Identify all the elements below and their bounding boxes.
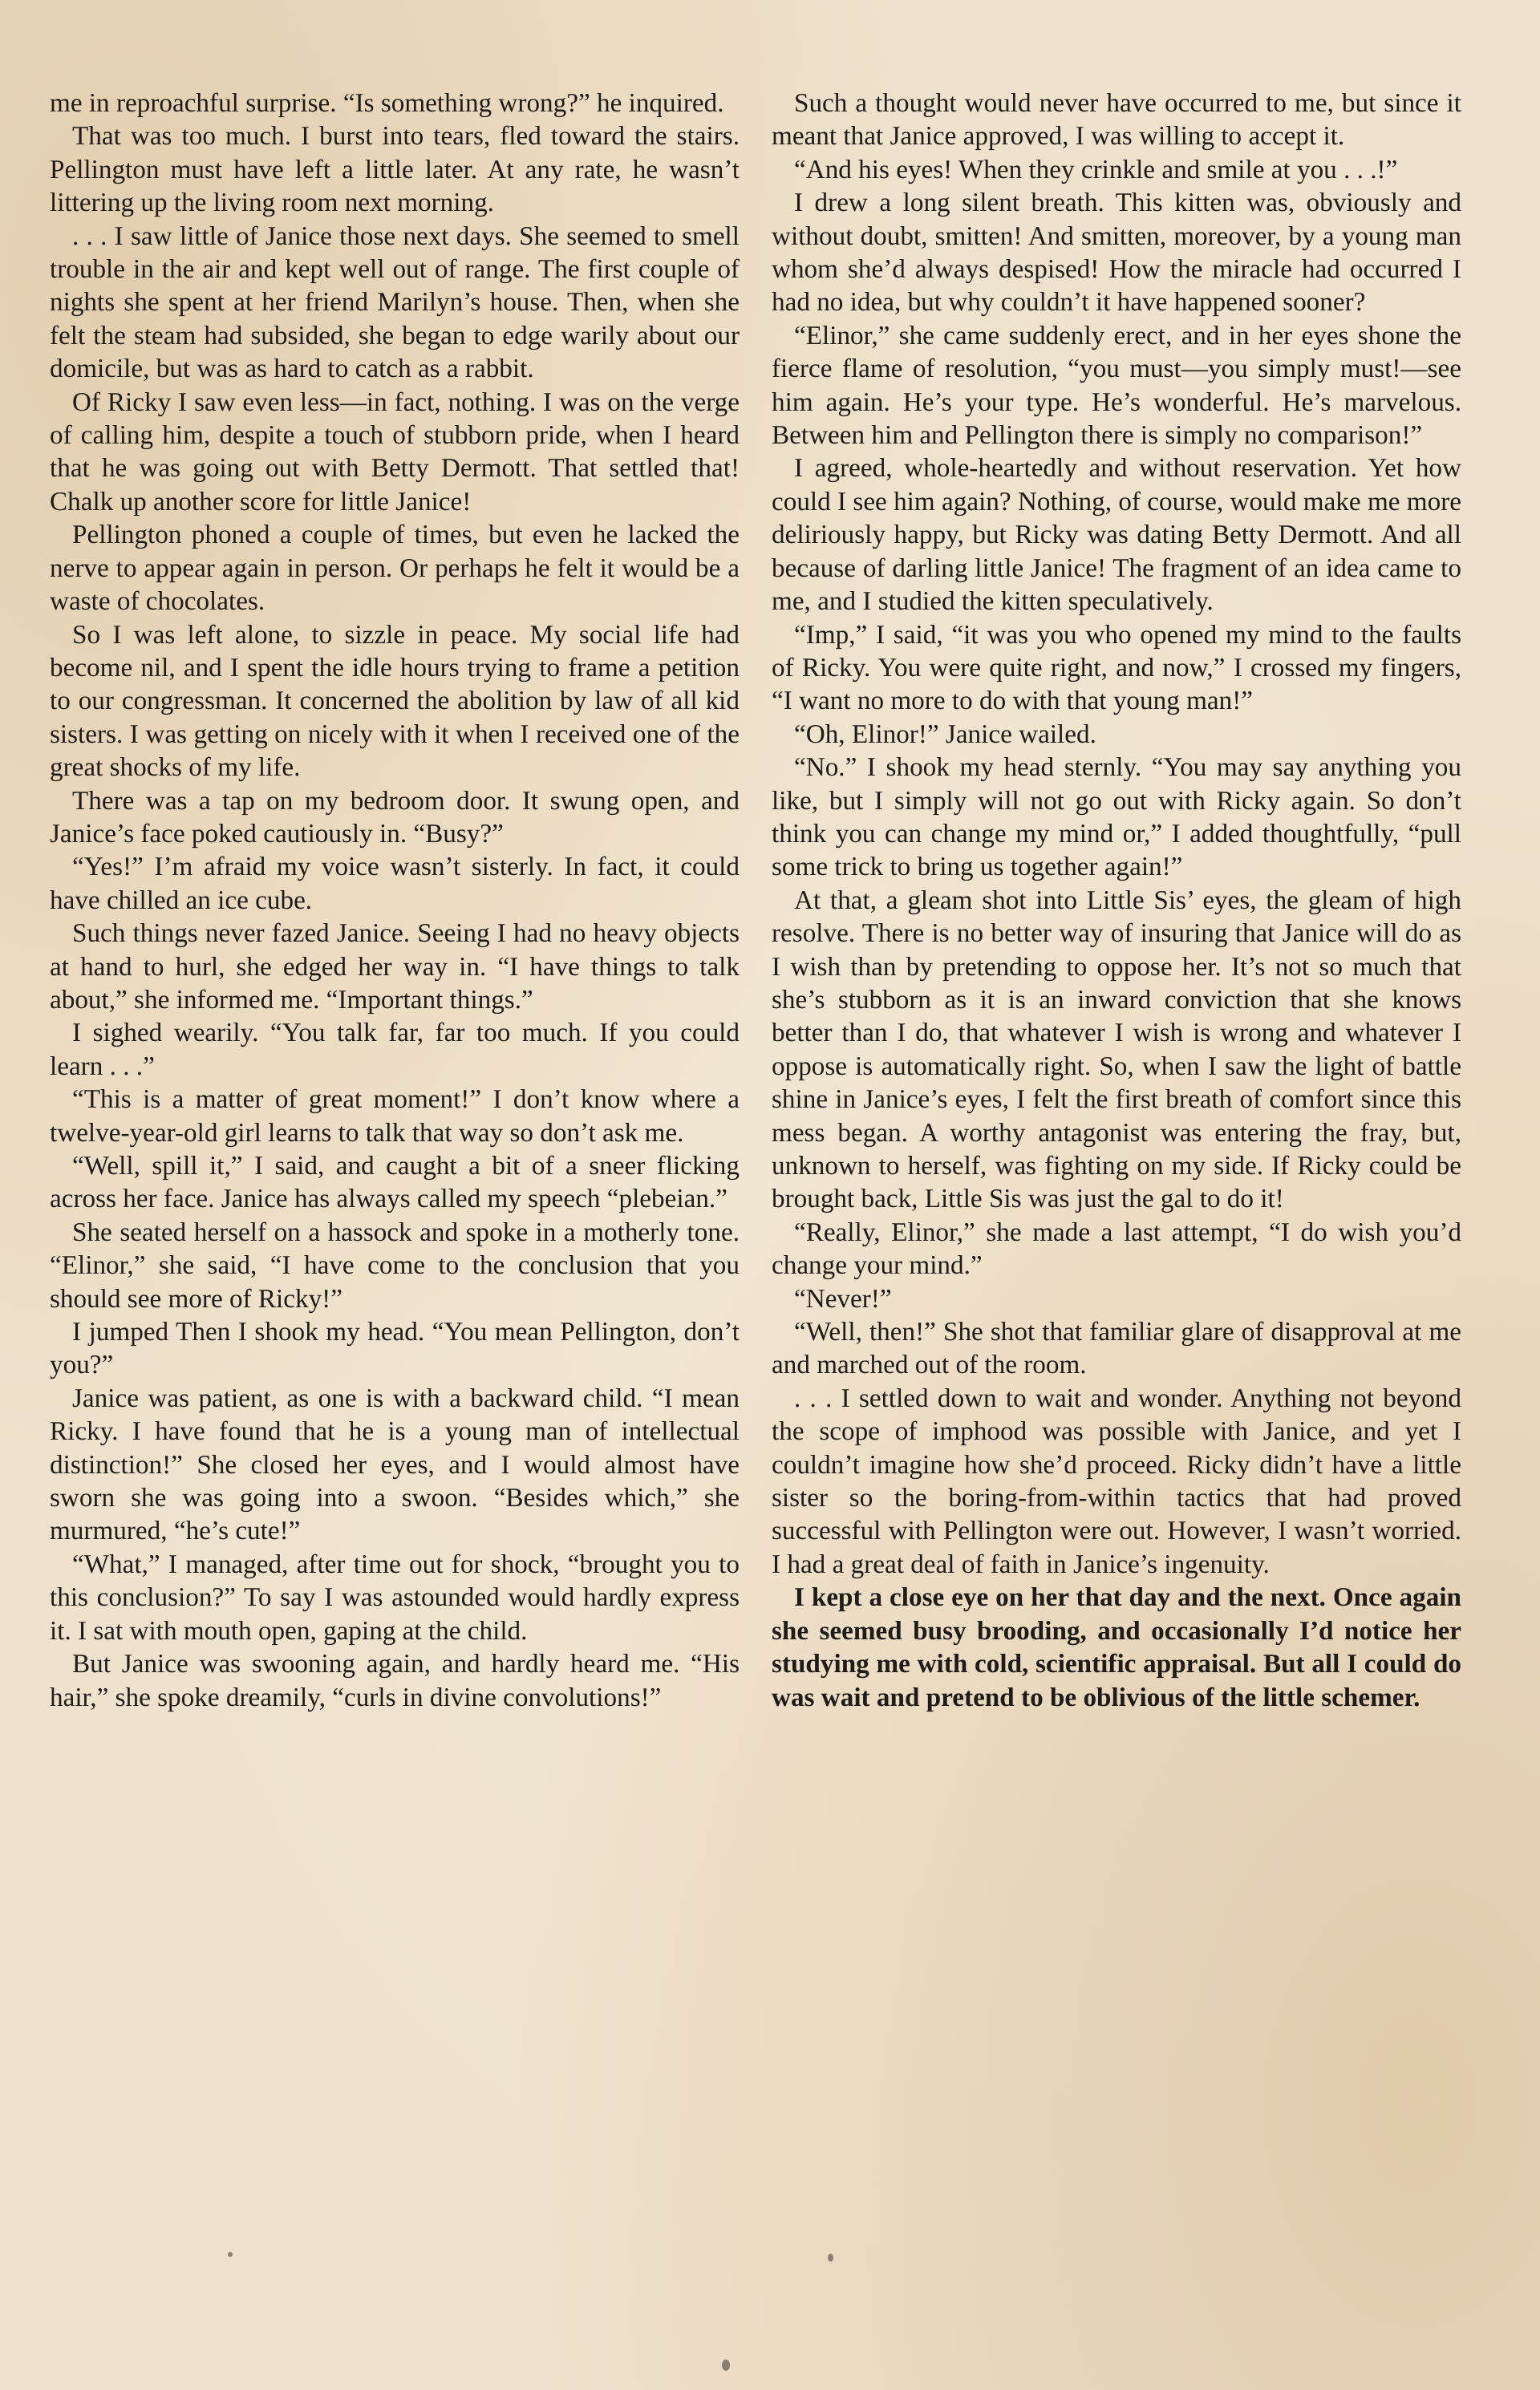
paragraph: She seated herself on a hassock and spoke in a motherly tone. “Elinor,” she said, “I have come to the conclusion that you should see more of Ricky!” xyxy=(50,1217,740,1314)
paragraph: “Oh, Elinor!” Janice wailed. xyxy=(794,719,1096,749)
paragraph: “Really, Elinor,” she made a last attempt, “I do wish you’d change your mind.” xyxy=(772,1217,1461,1281)
paragraph: So I was left alone, to sizzle in peace. My social life had become nil, and I spent the idle hours trying to frame a petition to our congressman. It concerned the abolition by law of all kid sisters. I was getting on nicely with it when I received one of the great shocks of my life. xyxy=(50,619,740,783)
paragraph: “This is a matter of great moment!” I don’t know where a twelve-year-old girl learns to talk that way so don’t ask me. xyxy=(50,1084,740,1148)
paragraph: But Janice was swooning again, and hardly heard me. “His hair,” she spoke dreamily, “curls in divine convolutions!” xyxy=(50,1649,740,1712)
paragraph: “What,” I managed, after time out for shock, “brought you to this conclusion?” To say I was astounded would hardly express it. I sat with mouth open, gaping at the child. xyxy=(50,1549,740,1646)
paragraph: I kept a close eye on her that day and the next. Once again she seemed busy brooding, and occasionally I’d notice her studying me with cold, scientific appraisal. But all I could do was wait and pretend to be oblivious of the little schemer. xyxy=(772,1582,1461,1712)
paragraph: There was a tap on my bedroom door. It swung open, and Janice’s face poked cautiously in. “Busy?” xyxy=(50,785,740,849)
paragraph: “Never!” xyxy=(794,1283,892,1314)
paragraph: “Well, spill it,” I said, and caught a bit of a sneer flicking across her face. Janice has always called my speech “plebeian.” xyxy=(50,1151,740,1214)
paragraph: “And his eyes! When they crinkle and smile at you . . .!” xyxy=(794,154,1398,184)
print-speck xyxy=(228,2252,233,2257)
paragraph: Pellington phoned a couple of times, but even he lacked the nerve to appear again in person. Or perhaps he felt it would be a waste of chocolates. xyxy=(50,520,740,617)
paragraph: I jumped Then I shook my head. “You mean Pellington, don’t you?” xyxy=(50,1317,740,1380)
paragraph: “Elinor,” she came suddenly erect, and in her eyes shone the fierce flame of resolution, “you must—you simply must!—see him again. He’s your type. He’s wonderful. He’s marvelous. Between him and Pellington there is simply no comparison!” xyxy=(772,320,1461,451)
paragraph: . . . I saw little of Janice those next days. She seemed to smell trouble in the air and kept well out of range. The first couple of nights she spent at her friend Marilyn’s house. Then, when she felt the steam had subsided, she began to edge warily about our domicile, but was as hard to catch as a rabbit. xyxy=(50,221,740,384)
paragraph: I drew a long silent breath. This kitten was, obviously and without doubt, smitten! And smitten, moreover, by a young man whom she’d always despised! How the miracle had occurred I had no idea, but why couldn’t it have happened sooner? xyxy=(772,188,1461,318)
print-speck xyxy=(722,2360,730,2371)
paragraph: “Well, then!” She shot that familiar glare of disapproval at me and marched out of the room. xyxy=(772,1317,1461,1380)
paragraph: . . . I settled down to wait and wonder. Anything not beyond the scope of imphood was possible with Janice, and yet I couldn’t imagine how she’d proceed. Ricky didn’t have a little sister so the boring-from-within tactics that had proved successful with Pellington were out. However, I wasn’t worried. I had a great deal of faith in Janice’s ingenuity. xyxy=(772,1383,1461,1579)
paragraph: I sighed wearily. “You talk far, far too much. If you could learn . . .” xyxy=(50,1018,740,1081)
paragraph: At that, a gleam shot into Little Sis’ eyes, the gleam of high resolve. There is no better way of insuring that Janice will do as I wish than by pretending to oppose her. It’s not so much that she’s stubborn as it is an inward conviction that she knows better than I do, that whatever I wish is wrong and whatever I oppose is automatically right. So, when I saw the light of battle shine in Janice’s eyes, I felt the first breath of comfort since this mess began. A worthy antagonist was entering the fray, but, unknown to herself, was fighting on my side. If Ricky could be brought back, Little Sis was just the gal to do it! xyxy=(772,885,1461,1214)
paragraph: I agreed, whole-heartedly and without reservation. Yet how could I see him again? Nothing, of course, would make me more deliriously happy, but Ricky was dating Betty Dermott. And all because of darling little Janice! The fragment of an idea came to me, and I studied the kitten speculatively. xyxy=(772,453,1461,617)
paragraph: “Imp,” I said, “it was you who opened my mind to the faults of Ricky. You were quite right, and now,” I crossed my fingers, “I want no more to do with that young man!” xyxy=(772,619,1461,716)
paragraph: “Yes!” I’m afraid my voice wasn’t sisterly. In fact, it could have chilled an ice cube. xyxy=(50,852,740,915)
left-text-column xyxy=(50,87,740,2268)
paragraph: Of Ricky I saw even less—in fact, nothing. I was on the verge of calling him, despite a touch of stubborn pride, when I heard that he was going out with Betty Dermott. That settled that! Chalk up another score for little Janice! xyxy=(50,387,740,516)
story-page xyxy=(50,87,1461,2268)
right-text-column xyxy=(772,87,1461,2268)
paragraph: me in reproachful surprise. “Is something wrong?” he inquired. xyxy=(50,88,724,118)
print-speck xyxy=(828,2254,833,2262)
paragraph: “No.” I shook my head sternly. “You may say anything you like, but I simply will not go out with Ricky again. So don’t think you can change my mind or,” I added thoughtfully, “pull some trick to bring us together again!” xyxy=(772,752,1461,882)
paragraph: That was too much. I burst into tears, fled toward the stairs. Pellington must have left a little later. At any rate, he wasn’t littering up the living room next morning. xyxy=(50,121,740,218)
paragraph: Such things never fazed Janice. Seeing I had no heavy objects at hand to hurl, she edged her way in. “I have things to talk about,” she informed me. “Important things.” xyxy=(50,918,740,1015)
paragraph: Janice was patient, as one is with a backward child. “I mean Ricky. I have found that he is a young man of intellectual distinction!” She closed her eyes, and I would almost have sworn she was going into a swoon. “Besides which,” she murmured, “he’s cute!” xyxy=(50,1383,740,1546)
paragraph: Such a thought would never have occurred to me, but since it meant that Janice approved, I was willing to accept it. xyxy=(772,88,1461,152)
